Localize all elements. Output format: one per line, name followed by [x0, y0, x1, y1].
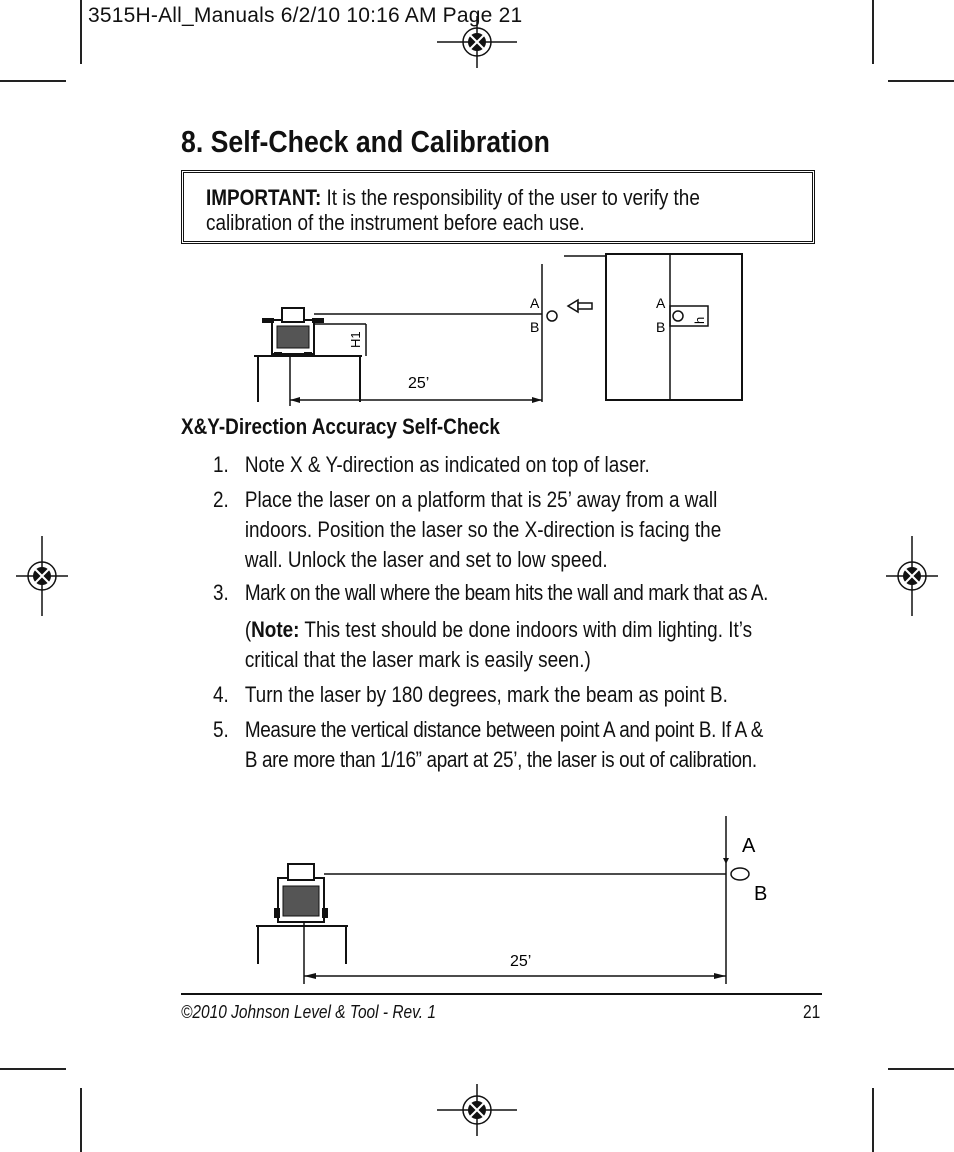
registration-mark-icon — [16, 536, 68, 616]
footer-copyright: ©2010 Johnson Level & Tool - Rev. 1 — [181, 1002, 436, 1022]
crop-mark — [0, 1068, 66, 1070]
step-number: 4. — [213, 682, 229, 707]
step-number: 3. — [213, 580, 229, 605]
point-b-label: B — [754, 883, 768, 905]
step-number: 5. — [213, 717, 229, 742]
crop-mark — [0, 80, 66, 82]
crop-mark — [872, 1088, 874, 1152]
note-line: critical that the laser mark is easily seen.) — [244, 647, 591, 672]
crop-mark — [888, 1068, 954, 1070]
offset-h-label: h — [692, 316, 707, 324]
self-check-figure-bottom — [250, 812, 780, 992]
print-slug-line: 3515H-All_Manuals 6/2/10 10:16 AM Page 21 — [88, 4, 523, 27]
step-line: B are more than 1/16” apart at 25’, the laser is out of calibration. — [244, 747, 757, 772]
left-arrow-icon — [568, 300, 592, 312]
registration-mark-icon — [437, 1084, 517, 1136]
distance-label: 25’ — [510, 953, 532, 970]
step-text: Mark on the wall where the beam hits the wall and mark that as A. — [244, 580, 768, 605]
self-check-figure-top — [250, 250, 750, 410]
wall-panel — [606, 254, 742, 400]
wall-point-b-label: B — [656, 319, 666, 335]
step-number: 1. — [213, 452, 229, 477]
crop-mark — [80, 0, 82, 64]
step-text — [245, 485, 830, 575]
note-line: (Note: This test should be done indoors with dim lighting. It’s — [244, 617, 753, 642]
laser-dot — [547, 311, 557, 321]
registration-mark-icon — [886, 536, 938, 616]
step-line: Place the laser on a platform that is 25’ away from a wall — [244, 487, 718, 512]
important-label: IMPORTANT: — [206, 185, 322, 210]
laser-dot — [731, 868, 749, 880]
note-label: Note: — [251, 617, 300, 642]
step-number: 2. — [213, 487, 229, 512]
step-text: Note X & Y-direction as indicated on top of laser. — [244, 452, 650, 477]
important-notice-text — [206, 185, 808, 235]
wall-point-a-label: A — [656, 295, 666, 311]
h1-label: H1 — [348, 331, 363, 348]
important-text-line-1: It is the responsibility of the user to verify the — [321, 185, 700, 210]
registration-mark-icon — [437, 16, 517, 68]
step-line: indoors. Position the laser so the X-direction is facing the — [244, 517, 722, 542]
note-text — [245, 615, 830, 675]
step-text — [245, 715, 830, 775]
step-text: Turn the laser by 180 degrees, mark the beam as point B. — [244, 682, 728, 707]
step-line: wall. Unlock the laser and set to low speed. — [244, 547, 608, 572]
crop-mark — [888, 80, 954, 82]
rotary-laser-icon — [274, 864, 328, 922]
footer-rule — [181, 993, 822, 995]
point-b-label: B — [530, 319, 540, 335]
important-notice-box — [181, 170, 815, 244]
page-title: 8. Self-Check and Calibration — [181, 124, 550, 159]
section-heading: X&Y-Direction Accuracy Self-Check — [181, 414, 500, 439]
rotary-laser-icon — [262, 308, 324, 356]
point-a-label: A — [530, 295, 540, 311]
step-line: Measure the vertical distance between point A and point B. If A & — [244, 717, 764, 742]
crop-mark — [872, 0, 874, 64]
page-number: 21 — [803, 1002, 821, 1022]
crop-mark — [80, 1088, 82, 1152]
important-text-line-2: calibration of the instrument before each use. — [206, 210, 585, 235]
distance-label: 25’ — [408, 375, 430, 392]
point-a-label: A — [742, 835, 756, 857]
